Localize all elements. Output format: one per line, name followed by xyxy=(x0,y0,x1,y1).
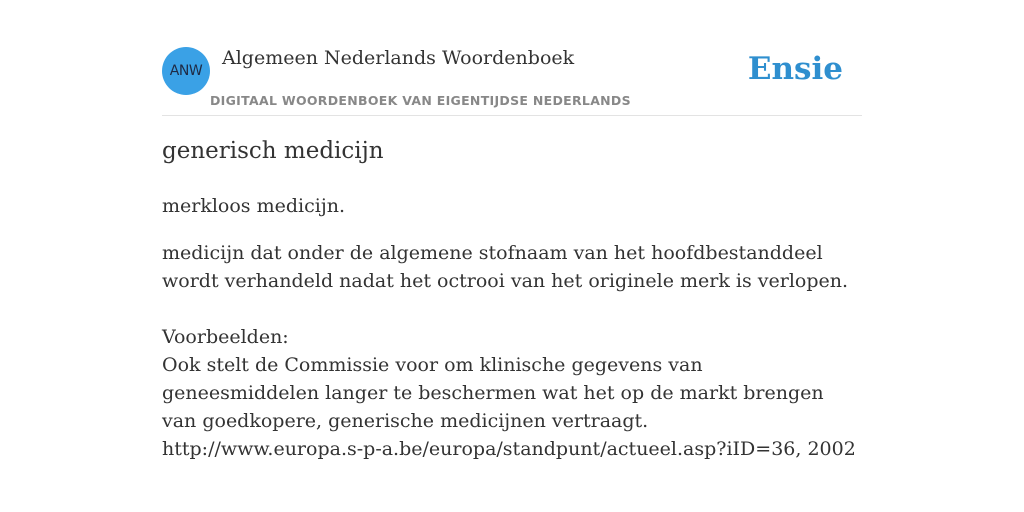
entry-synonym: merkloos medicijn. xyxy=(162,195,345,217)
ensie-brand-logo[interactable]: Ensie xyxy=(747,51,843,87)
example-source: http://www.europa.s-p-a.be/europa/standpunt/actueel.asp?iID=36, 2002 xyxy=(162,438,856,460)
example-sentence: Ook stelt de Commissie voor om klinische gegevens van geneesmiddelen langer te beschermen wat het op de markt brengen van goedkopere, generische medicijnen vertraagt. xyxy=(162,354,824,432)
anw-logo[interactable] xyxy=(162,47,210,95)
header xyxy=(162,0,862,116)
page xyxy=(162,0,862,512)
entry-definition: medicijn dat onder de algemene stofnaam van het hoofdbestanddeel wordt verhandeld nadat het octrooi van het originele merk is verlopen. xyxy=(162,242,849,292)
entry-title: generisch medicijn xyxy=(162,138,384,164)
logo-text: ANW xyxy=(169,63,203,79)
examples-label: Voorbeelden: xyxy=(162,326,289,348)
site-subtitle: DIGITAAL WOORDENBOEK VAN EIGENTIJDSE NEDERLANDS xyxy=(210,93,631,108)
site-title[interactable]: Algemeen Nederlands Woordenboek xyxy=(222,47,575,69)
